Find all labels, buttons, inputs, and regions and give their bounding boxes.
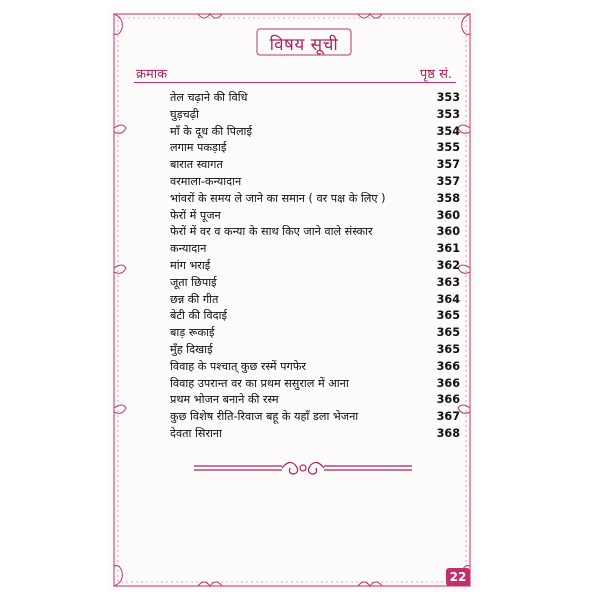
- toc-title: विवाह के पश्चात् कुछ रस्में पगफेर: [170, 359, 306, 373]
- title-frame: [256, 28, 352, 56]
- toc-page: 367: [436, 410, 460, 424]
- toc-row: [170, 392, 460, 409]
- toc-title: छन्न की गीत: [170, 292, 219, 306]
- toc-row: [170, 359, 460, 376]
- page-number-badge: 22: [446, 568, 470, 586]
- toc-title: मुँह दिखाई: [170, 342, 213, 356]
- toc-row: [170, 224, 460, 241]
- toc-row: [170, 409, 460, 426]
- toc-row: [170, 325, 460, 342]
- toc-row: [170, 258, 460, 275]
- toc-title: भांवरों के समय ले जाने का समान ( वर पक्ष के लिए ): [170, 191, 386, 205]
- toc-title: प्रथम भोजन बनाने की रस्म: [170, 393, 279, 407]
- toc-page: 355: [436, 141, 460, 155]
- toc-title: फेरों में पूजन: [170, 208, 221, 222]
- toc-page: 357: [436, 174, 460, 188]
- toc-row: [170, 308, 460, 325]
- toc-row: [170, 208, 460, 225]
- toc-title: फेरों में वर व कन्या के साथ किए जाने वाले संस्कार: [170, 225, 373, 239]
- toc-page: 365: [436, 326, 460, 340]
- toc-row: [170, 107, 460, 124]
- toc-row: [170, 157, 460, 174]
- toc-title: मांग भराई: [170, 258, 211, 272]
- toc-row: [170, 292, 460, 309]
- toc-row: [170, 191, 460, 208]
- toc-title: जूता छिपाई: [170, 275, 217, 289]
- toc-page: 361: [436, 242, 460, 256]
- toc-title: बारात स्वागत: [170, 158, 223, 172]
- toc-row: [170, 275, 460, 292]
- toc-page: 364: [436, 292, 460, 306]
- toc-page: 353: [436, 107, 460, 121]
- toc-page: 368: [436, 426, 460, 440]
- toc-list: [170, 90, 460, 443]
- toc-page: 360: [436, 208, 460, 222]
- toc-title: कन्यादान: [170, 242, 207, 256]
- toc-page: 354: [436, 124, 460, 138]
- toc-page: 357: [436, 158, 460, 172]
- header-divider: [134, 82, 456, 83]
- toc-page: 366: [436, 359, 460, 373]
- toc-title: बेटी की विदाई: [170, 309, 227, 323]
- page-title: विषय सूची: [269, 35, 339, 55]
- column-header-serial: क्रमाक: [136, 67, 168, 82]
- toc-row: [170, 174, 460, 191]
- toc-page: 366: [436, 393, 460, 407]
- toc-title: कुछ विशेष रीति-रिवाज बहू के यहाँ डला भेजना: [170, 410, 359, 424]
- book-page: [108, 8, 476, 592]
- toc-title: माँ के दूध की पिलाई: [170, 124, 252, 138]
- toc-page: 363: [436, 275, 460, 289]
- end-ornament-icon: [190, 456, 416, 480]
- toc-title: बाड़ रूकाई: [170, 326, 215, 340]
- toc-page: 358: [436, 191, 460, 205]
- toc-row: [170, 241, 460, 258]
- toc-title: घुड़चढ़ी: [170, 107, 199, 121]
- toc-row: [170, 90, 460, 107]
- toc-page: 365: [436, 342, 460, 356]
- toc-row: [170, 124, 460, 141]
- toc-row: [170, 426, 460, 443]
- toc-page: 362: [436, 258, 460, 272]
- toc-title: तेल चढ़ाने की विधि: [170, 91, 248, 104]
- toc-page: 360: [436, 225, 460, 239]
- toc-row: [170, 140, 460, 157]
- toc-title: विवाह उपरान्त वर का प्रथम ससुराल में आना: [170, 376, 349, 390]
- toc-title: देवता सिराना: [170, 426, 223, 440]
- toc-row: [170, 342, 460, 359]
- column-header-page: पृष्ठ सं.: [419, 67, 452, 82]
- toc-page: 353: [436, 91, 460, 104]
- toc-title: वरमाला-कन्यादान: [170, 174, 242, 188]
- toc-title: लगाम पकड़ाई: [170, 141, 227, 155]
- toc-row: [170, 376, 460, 393]
- toc-page: 365: [436, 309, 460, 323]
- toc-page: 366: [436, 376, 460, 390]
